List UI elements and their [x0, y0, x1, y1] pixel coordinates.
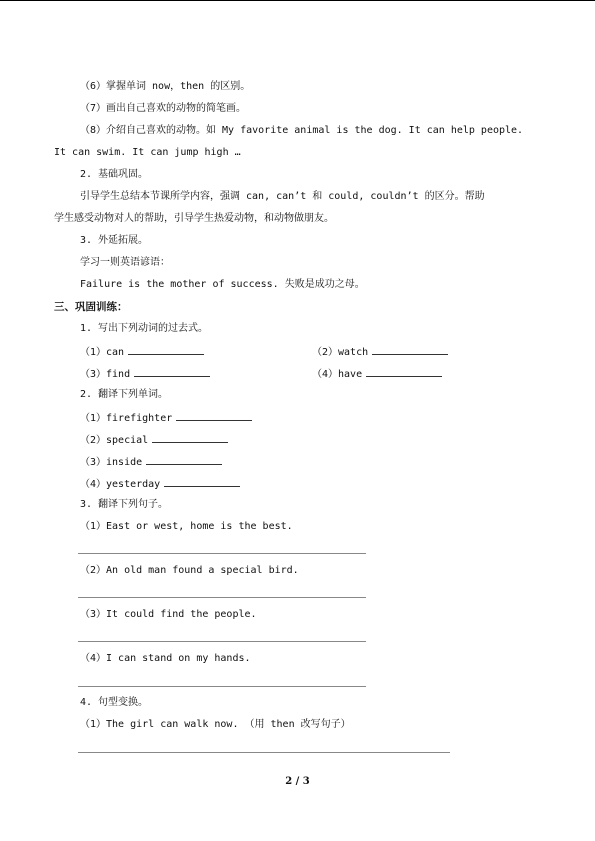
q2-item-1: （1）firefighter: [80, 410, 252, 426]
q2-title: 2. 翻译下列单词。: [80, 389, 169, 400]
item-6: （6）掌握单词 now，then 的区别。: [80, 81, 251, 92]
answer-line[interactable]: [78, 597, 366, 598]
q4-item-1: （1）The girl can walk now. （用 then 改写句子）: [80, 719, 351, 730]
section-3-para-line1: 学习一则英语谚语：: [80, 257, 170, 268]
section-3-title: 3. 外延拓展。: [80, 235, 149, 246]
q4-title: 4. 句型变换。: [80, 697, 149, 708]
answer-line[interactable]: [78, 686, 366, 687]
q1-title: 1. 写出下列动词的过去式。: [80, 323, 209, 334]
q3-item-3: （3）It could find the people.: [80, 609, 257, 620]
q1-item-4: （4）have: [312, 366, 442, 382]
answer-line[interactable]: [78, 641, 366, 642]
answer-blank[interactable]: [372, 344, 448, 355]
q3-item-4: （4）I can stand on my hands.: [80, 653, 251, 664]
page-number: 2 / 3: [285, 776, 310, 787]
item-8-line1: （8）介绍自己喜欢的动物。如 My favorite animal is the dog. It can help people.: [80, 125, 524, 136]
section-2-para-line1: 引导学生总结本节课所学内容，强调 can, can’t 和 could, couldn’t 的区分。帮助: [80, 191, 485, 202]
answer-blank[interactable]: [366, 366, 442, 377]
q1-item-2: （2）watch: [312, 344, 448, 360]
item-8-line2: It can swim. It can jump high …: [54, 147, 241, 158]
page-top-rule: [0, 0, 595, 1]
answer-blank[interactable]: [152, 432, 228, 443]
item-7: （7）画出自己喜欢的动物的简笔画。: [80, 103, 247, 114]
q1-item-1: （1）can: [80, 344, 204, 360]
answer-blank[interactable]: [176, 410, 252, 421]
answer-line[interactable]: [78, 553, 366, 554]
answer-line[interactable]: [78, 752, 450, 753]
answer-blank[interactable]: [128, 344, 204, 355]
q1-item-3: （3）find: [80, 366, 210, 382]
q3-item-1: （1）East or west, home is the best.: [80, 521, 293, 532]
answer-blank[interactable]: [146, 454, 222, 465]
exercises-heading: 三、巩固训练：: [54, 301, 128, 313]
section-2-para-line2: 学生感受动物对人的帮助，引导学生热爱动物，和动物做朋友。: [54, 213, 334, 224]
answer-blank[interactable]: [134, 366, 210, 377]
q2-item-4: （4）yesterday: [80, 476, 240, 492]
answer-blank[interactable]: [164, 476, 240, 487]
q3-item-2: （2）An old man found a special bird.: [80, 565, 299, 576]
section-2-title: 2. 基础巩固。: [80, 169, 149, 180]
q2-item-3: （3）inside: [80, 454, 222, 470]
proverb: Failure is the mother of success. 失败是成功之母。: [80, 279, 365, 290]
q2-item-2: （2）special: [80, 432, 228, 448]
q3-title: 3. 翻译下列句子。: [80, 499, 169, 510]
